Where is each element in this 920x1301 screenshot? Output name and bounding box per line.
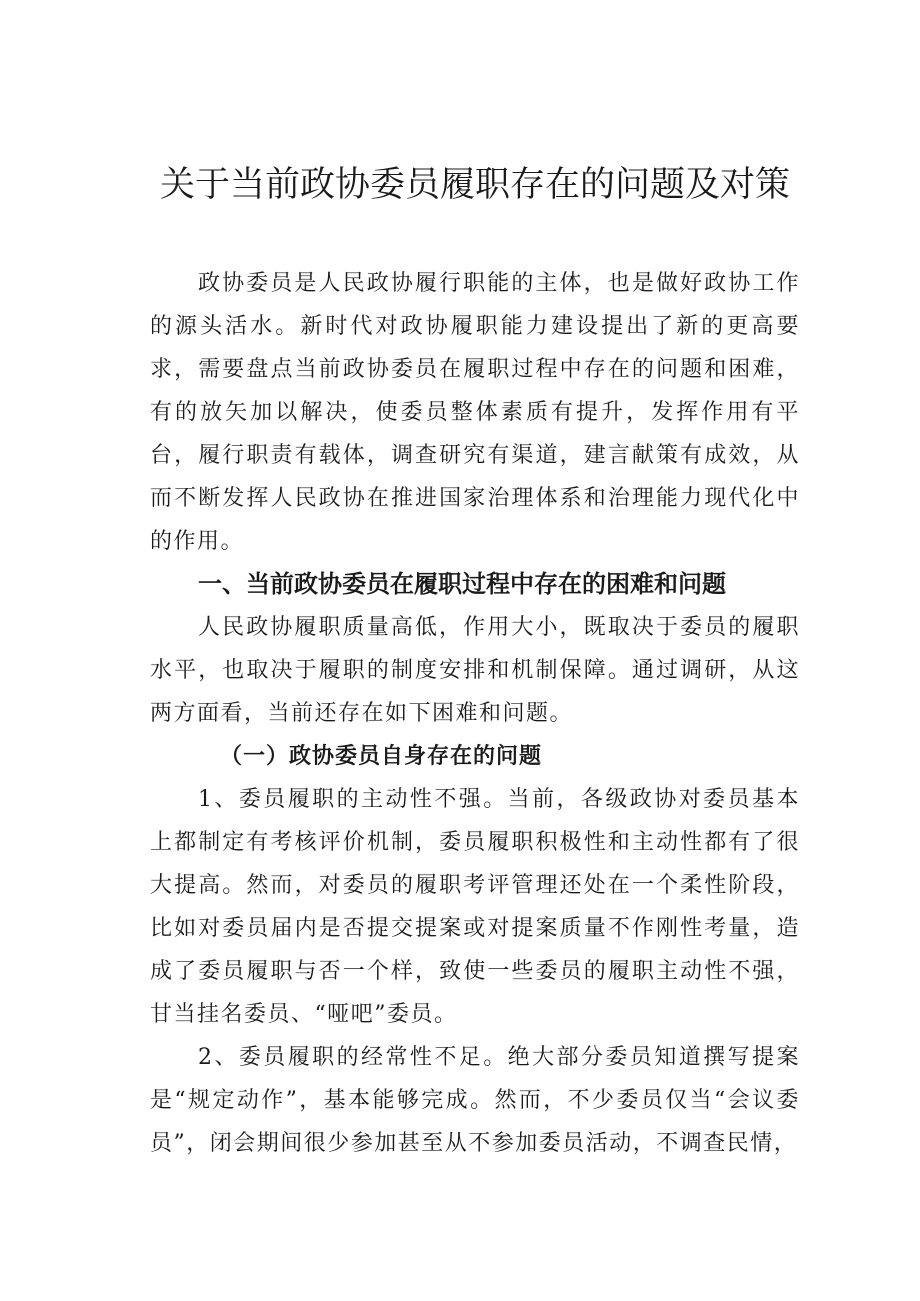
intro-paragraph: 政协委员是人民政协履行职能的主体，也是做好政协工作的源头活水。新时代对政协履职能力建设提出了新的更高要求，需要盘点当前政协委员在履职过程中存在的问题和困难，有的放矢加以解决，使委员整体素质有提升，发挥作用有平台，履行职责有载体，调查研究有渠道，建言献策有成效，从而不断发挥人民政协在推进国家治理体系和治理能力现代化中的作用。 [150,271,800,554]
item-1-paragraph: 1、委员履职的主动性不强。当前，各级政协对委员基本上都制定有考核评价机制，委员履职积极性和主动性都有了很大提高。然而，对委员的履职考评管理还处在一个柔性阶段，比如对委员届内是否提交提案或对提案质量不作刚性考量，造成了委员履职与否一个样，致使一些委员的履职主动性不强，甘当挂名委员、“哑吧”委员。 [150,787,800,1027]
document-title: 关于当前政协委员履职存在的问题及对策 [159,165,790,205]
section-heading-1: 一、当前政协委员在履职过程中存在的困难和问题 [198,570,726,598]
section-1-paragraph: 人民政协履职质量高低，作用大小，既取决于委员的履职水平，也取决于履职的制度安排和机制保障。通过调研，从这两方面看，当前还存在如下困难和问题。 [150,615,800,726]
document-page [150,150,800,1165]
item-2-paragraph: 2、委员履职的经常性不足。绝大部分委员知道撰写提案是“规定动作”，基本能够完成。然而，不少委员仅当“会议委员”，闭会期间很少参加甚至从不参加委员活动，不调查民情， [150,1045,800,1156]
subsection-heading-1: （一）政协委员自身存在的问题 [220,743,543,769]
